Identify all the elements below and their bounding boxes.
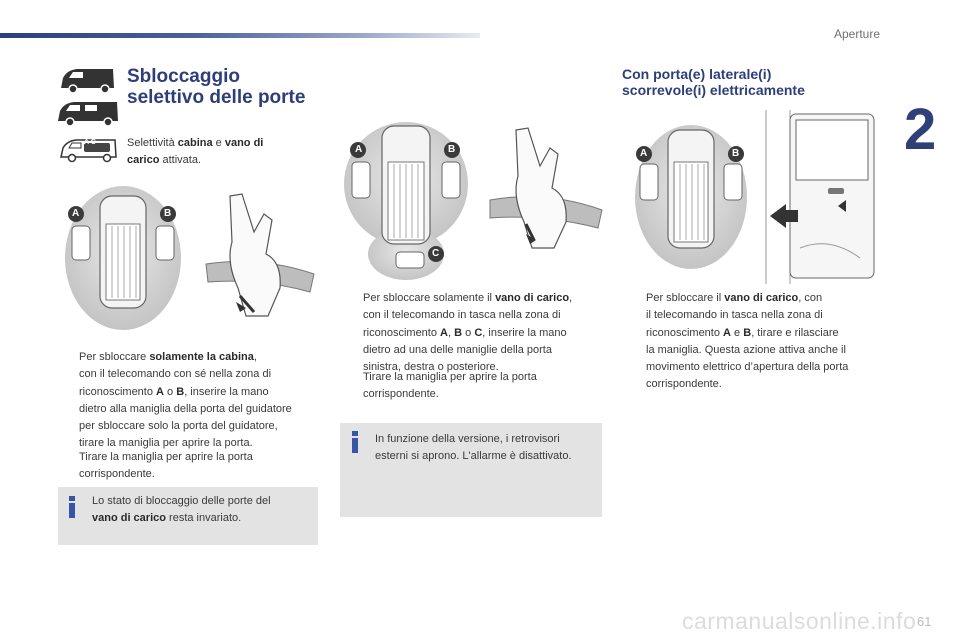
header-bar bbox=[0, 33, 480, 38]
section-title-sliding-door: Con porta(e) laterale(i) scorrevole(i) elettricamente bbox=[622, 66, 805, 98]
chapter-number: 2 bbox=[904, 97, 937, 162]
watermark: carmanualsonline.info bbox=[682, 608, 917, 634]
van-badge-text: A C bbox=[84, 139, 96, 146]
col1-step-1: Per sbloccare solamente la cabina, con il telecomando con sé nella zona di riconoscimento A o B, inserire la mano dietro alla maniglia della porta del guidatore per sbloccare solo la porta del guidatore, tirare la maniglia per aprire la porta. bbox=[79, 351, 292, 450]
label-a-3: A bbox=[640, 148, 648, 159]
hand-handle-illustration-1 bbox=[202, 192, 320, 322]
sliding-door-illustration bbox=[760, 108, 882, 286]
info-text-2: In funzione della versione, i retrovisori esterni si aprono. L'allarme è disattivato. bbox=[375, 433, 572, 463]
label-c-2: C bbox=[432, 248, 440, 259]
selectivity-text: Selettività cabina e vano di carico attivata. bbox=[127, 137, 264, 167]
col2-step-1: Per sbloccare solamente il vano di carico, con il telecomando in tasca nella zona di riconoscimento A, B o C, inserire la mano dietro ad una delle maniglie della porta sinistra, destra o posteriore. bbox=[363, 292, 573, 374]
col1-step-2: Tirare la maniglia per aprire la porta corrispondente. bbox=[79, 451, 253, 481]
label-a-2: A bbox=[355, 144, 363, 155]
van-cabin-icon bbox=[57, 66, 117, 96]
col3-step-1: Per sbloccare il vano di carico, con il telecomando in tasca nella zona di riconoscimento A e B, tirare e rilasciare la maniglia. Questa azione attiva anche il movimento elettrico d’apertura della porta corrispondente. bbox=[646, 292, 849, 391]
label-a-1: A bbox=[72, 208, 80, 219]
van-long-icon bbox=[55, 99, 120, 129]
label-b-2: B bbox=[448, 144, 456, 155]
info-icon-1 bbox=[68, 496, 76, 518]
info-icon-2 bbox=[351, 431, 359, 453]
page-title: Sbloccaggio selettivo delle porte bbox=[127, 66, 306, 108]
section-name: Aperture bbox=[834, 27, 881, 41]
info-text-1: Lo stato di bloccaggio delle porte del vano di carico resta invariato. bbox=[92, 495, 271, 525]
label-b-3: B bbox=[732, 148, 740, 159]
label-b-1: B bbox=[164, 208, 172, 219]
hand-handle-illustration-2 bbox=[486, 124, 606, 254]
page-number: 61 bbox=[917, 614, 932, 629]
col2-step-2: Tirare la maniglia per aprire la porta corrispondente. bbox=[363, 371, 537, 401]
